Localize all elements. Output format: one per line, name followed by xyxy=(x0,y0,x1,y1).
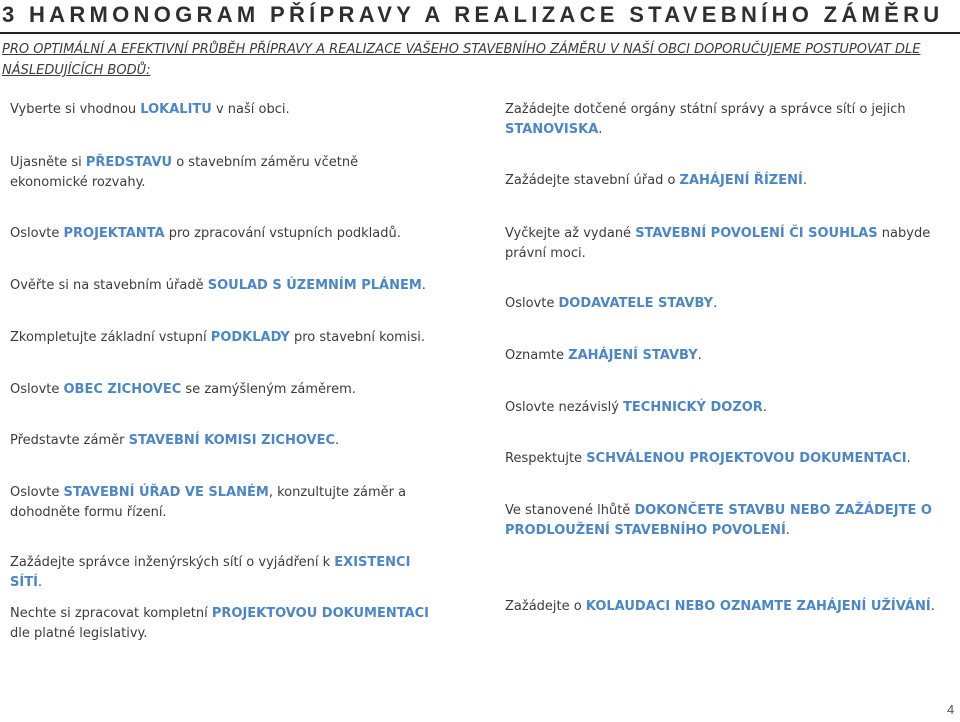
list-item: Oslovte STAVEBNÍ ÚŘAD VE SLANÉM, konzultujte záměr a dohodněte formu řízení. xyxy=(10,485,407,520)
list-item: Respektujte SCHVÁLENOU PROJEKTOVOU DOKUMENTACI. xyxy=(505,451,911,466)
keyword-highlight: LOKALITU xyxy=(140,102,212,117)
list-item: Nechte si zpracovat kompletní PROJEKTOVOU DOKUMENTACI dle platné legislativy. xyxy=(10,606,430,641)
page-title: 3 HARMONOGRAM PŘÍPRAVY A REALIZACE STAVEBNÍHO ZÁMĚRU xyxy=(2,2,944,27)
list-item: Oslovte OBEC ZICHOVEC se zamýšleným záměrem. xyxy=(10,382,356,397)
keyword-highlight: PROJEKTANTA xyxy=(63,226,165,241)
keyword-highlight: STANOVISKA xyxy=(505,122,599,137)
list-item: Zkompletujte základní vstupní PODKLADY pro stavební komisi. xyxy=(10,330,425,345)
list-item: Ověřte si na stavebním úřadě SOULAD S ÚZEMNÍM PLÁNEM. xyxy=(10,278,426,293)
keyword-highlight: OBEC ZICHOVEC xyxy=(63,382,182,397)
keyword-highlight: ZAHÁJENÍ ŘÍZENÍ xyxy=(679,173,803,188)
keyword-highlight: STAVEBNÍ ÚŘAD VE SLANÉM xyxy=(63,485,269,500)
list-item: Ujasněte si PŘEDSTAVU o stavebním záměru včetně ekonomické rozvahy. xyxy=(10,155,359,190)
keyword-highlight: ZAHÁJENÍ STAVBY xyxy=(568,348,698,363)
keyword-highlight: STAVEBNÍ POVOLENÍ ČI SOUHLAS xyxy=(635,226,878,241)
list-item: Vyberte si vhodnou LOKALITU v naší obci. xyxy=(10,102,290,117)
keyword-highlight: KOLAUDACI NEBO OZNAMTE ZAHÁJENÍ UŽÍVÁNÍ xyxy=(585,599,931,614)
page-number: 4 xyxy=(947,702,955,717)
list-item: Zažádejte o KOLAUDACI NEBO OZNAMTE ZAHÁJENÍ UŽÍVÁNÍ. xyxy=(505,599,935,614)
list-item: Představte záměr STAVEBNÍ KOMISI ZICHOVEC. xyxy=(10,433,340,448)
list-item: Oslovte nezávislý TECHNICKÝ DOZOR. xyxy=(505,400,767,415)
list-item: Oznamte ZAHÁJENÍ STAVBY. xyxy=(505,348,702,363)
list-item: Oslovte DODAVATELE STAVBY. xyxy=(505,296,718,311)
list-item: Ve stanovené lhůtě DOKONČETE STAVBU NEBO ZAŽÁDEJTE O PRODLOUŽENÍ STAVEBNÍHO POVOLENÍ. xyxy=(505,503,932,538)
keyword-highlight: EXISTENCI SÍTÍ xyxy=(10,555,411,590)
list-item: Zažádejte stavební úřad o ZAHÁJENÍ ŘÍZENÍ. xyxy=(505,173,807,188)
keyword-highlight: DOKONČETE STAVBU NEBO ZAŽÁDEJTE O PRODLOUŽENÍ STAVEBNÍHO POVOLENÍ xyxy=(505,503,932,538)
keyword-highlight: PŘEDSTAVU xyxy=(85,155,173,170)
keyword-highlight: PROJEKTOVOU DOKUMENTACI xyxy=(211,606,430,621)
intro-text: PRO OPTIMÁLNÍ A EFEKTIVNÍ PRŮBĚH PŘÍPRAVY A REALIZACE VAŠEHO STAVEBNÍHO ZÁMĚRU V NAŠÍ OBCI DOPORUČUJEME POSTUPOVAT DLE NÁSLEDUJÍCÍCH BODŮ: xyxy=(2,42,921,78)
keyword-highlight: PODKLADY xyxy=(210,330,290,345)
keyword-highlight: DODAVATELE STAVBY xyxy=(558,296,714,311)
list-item: Oslovte PROJEKTANTA pro zpracování vstupních podkladů. xyxy=(10,226,401,241)
list-item: Vyčkejte až vydané STAVEBNÍ POVOLENÍ ČI SOUHLAS nabyde právní moci. xyxy=(505,226,931,261)
list-item: Zažádejte dotčené orgány státní správy a správce sítí o jejich STANOVISKA. xyxy=(505,102,906,137)
title-rule xyxy=(0,32,960,34)
keyword-highlight: SCHVÁLENOU PROJEKTOVOU DOKUMENTACI xyxy=(586,451,907,466)
list-item: Zažádejte správce inženýrských sítí o vyjádření k EXISTENCI SÍTÍ. xyxy=(10,555,411,590)
keyword-highlight: SOULAD S ÚZEMNÍM PLÁNEM xyxy=(207,278,422,293)
keyword-highlight: STAVEBNÍ KOMISI ZICHOVEC xyxy=(128,433,336,448)
keyword-highlight: TECHNICKÝ DOZOR xyxy=(623,400,763,415)
